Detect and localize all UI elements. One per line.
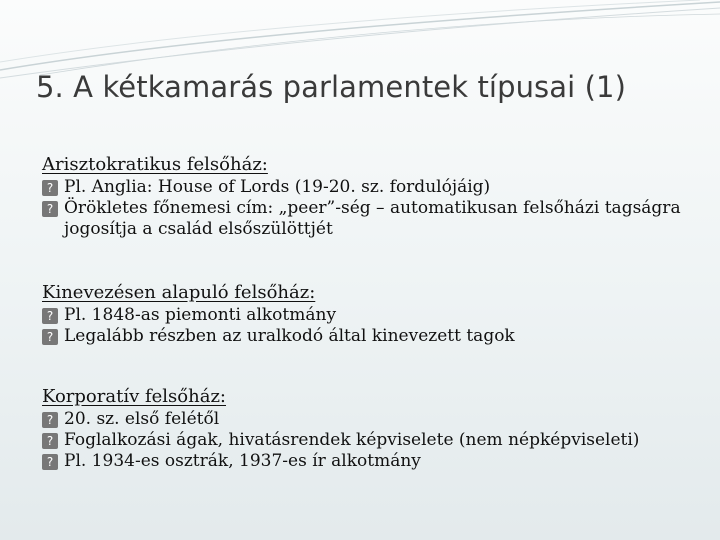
missing-glyph-icon: ?: [42, 433, 58, 449]
missing-glyph-icon: ?: [42, 412, 58, 428]
missing-glyph-icon: ?: [42, 201, 58, 217]
list-item-text: 20. sz. első felétől: [64, 409, 220, 429]
list-item-text: Legalább részben az uralkodó által kinevezett tagok: [64, 326, 515, 346]
list-item: [42, 305, 682, 326]
missing-glyph-icon: ?: [42, 329, 58, 345]
list-item-text: Örökletes főnemesi cím: „peer”-ség – automatikusan felsőházi tagságra jogosítja a család elsőszülöttjét: [64, 198, 681, 239]
section-appointed: [42, 282, 682, 347]
missing-glyph-icon: ?: [42, 180, 58, 196]
list-item: [42, 198, 682, 240]
list-item: [42, 430, 682, 451]
missing-glyph-icon: ?: [42, 454, 58, 470]
list-item: [42, 326, 682, 347]
section-aristocratic: [42, 154, 682, 240]
section-heading: Arisztokratikus felsőház:: [42, 154, 268, 175]
list-item: [42, 409, 682, 430]
list-item-text: Pl. 1848-as piemonti alkotmány: [64, 305, 337, 325]
missing-glyph-icon: ?: [42, 308, 58, 324]
section-heading: Korporatív felsőház:: [42, 386, 226, 407]
list-item: [42, 451, 682, 472]
section-corporative: [42, 386, 682, 472]
slide-title: 5. A kétkamarás parlamentek típusai (1): [36, 70, 626, 104]
section-heading: Kinevezésen alapuló felsőház:: [42, 282, 316, 303]
list-item-text: Pl. 1934-es osztrák, 1937-es ír alkotmány: [64, 451, 421, 471]
list-item-text: Pl. Anglia: House of Lords (19-20. sz. fordulójáig): [64, 177, 491, 197]
list-item: [42, 177, 682, 198]
list-item-text: Foglalkozási ágak, hivatásrendek képviselete (nem népképviseleti): [64, 430, 640, 450]
